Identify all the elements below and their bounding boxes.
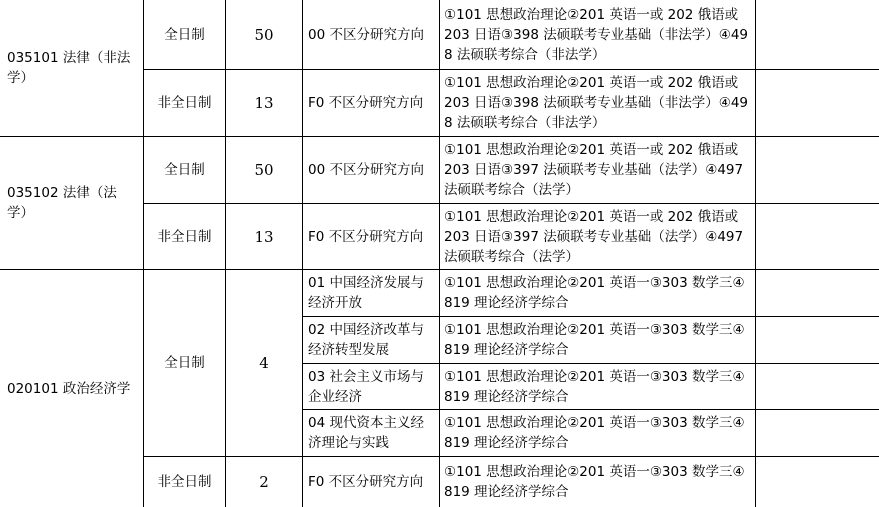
exam-subjects: ①101 思想政治理论②201 英语一③303 数学三④819 理论经济学综合	[444, 415, 745, 451]
study-mode: 非全日制	[157, 228, 212, 245]
exam-subjects: ①101 思想政治理论②201 英语一或 202 俄语或 203 日语③398 法硕联考专业基础（非法学）④498 法硕联考综合（非法学）	[444, 75, 749, 131]
research-direction: F0 不区分研究方向	[308, 228, 424, 245]
subjects-cell	[440, 204, 756, 270]
research-direction: 00 不区分研究方向	[308, 26, 424, 43]
quota: 4	[259, 354, 269, 372]
exam-subjects: ①101 思想政治理论②201 英语一或 202 俄语或 203 日语③397 法硕联考专业基础（法学）④497 法硕联考综合（法学）	[444, 142, 744, 198]
study-mode-cell	[144, 70, 226, 137]
exam-subjects: ①101 思想政治理论②201 英语一③303 数学三④819 理论经济学综合	[444, 464, 745, 500]
exam-subjects: ①101 思想政治理论②201 英语一③303 数学三④819 理论经济学综合	[444, 275, 745, 311]
subjects-cell	[440, 457, 756, 507]
exam-subjects: ①101 思想政治理论②201 英语一③303 数学三④819 理论经济学综合	[444, 368, 745, 405]
research-direction: 03 社会主义市场与企业经济	[308, 368, 424, 405]
major-cell	[0, 0, 144, 137]
quota: 13	[254, 94, 274, 112]
notes-cell	[756, 364, 879, 410]
subjects-cell	[440, 0, 756, 70]
study-mode: 全日制	[164, 26, 205, 43]
quota-cell	[226, 0, 303, 70]
quota: 13	[254, 227, 274, 246]
exam-subjects: ①101 思想政治理论②201 英语一或 202 俄语或 203 日语③397 法硕联考专业基础（法学）④497 法硕联考综合（法学）	[444, 208, 744, 265]
study-mode-cell	[144, 457, 226, 507]
study-mode: 全日制	[164, 355, 205, 371]
quota-cell	[226, 270, 303, 457]
subjects-cell	[440, 270, 756, 317]
subjects-cell	[440, 410, 756, 457]
major-name: 035101 法律（非法学）	[7, 50, 131, 86]
notes-cell	[756, 0, 879, 70]
subjects-cell	[440, 317, 756, 364]
major-name: 035102 法律（法学）	[7, 185, 117, 221]
research-direction: 01 中国经济发展与经济开放	[308, 275, 424, 311]
major-cell	[0, 137, 144, 270]
exam-subjects: ①101 思想政治理论②201 英语一③303 数学三④819 理论经济学综合	[444, 322, 745, 358]
notes-cell	[756, 410, 879, 457]
notes-cell	[756, 457, 879, 507]
subjects-cell	[440, 70, 756, 137]
direction-cell	[303, 137, 440, 204]
quota: 50	[254, 161, 274, 179]
study-mode-cell	[144, 204, 226, 270]
quota-cell	[226, 457, 303, 507]
direction-cell	[303, 270, 440, 317]
notes-cell	[756, 137, 879, 204]
study-mode-cell	[144, 270, 226, 457]
direction-cell	[303, 457, 440, 507]
direction-cell	[303, 70, 440, 137]
direction-cell	[303, 410, 440, 457]
research-direction: 00 不区分研究方向	[308, 162, 424, 178]
quota-cell	[226, 204, 303, 270]
study-mode: 非全日制	[157, 95, 212, 111]
research-direction: F0 不区分研究方向	[308, 95, 424, 111]
research-direction: 04 现代资本主义经济理论与实践	[308, 415, 424, 451]
quota-cell	[226, 70, 303, 137]
notes-cell	[756, 204, 879, 270]
research-direction: F0 不区分研究方向	[308, 474, 424, 490]
study-mode-cell	[144, 0, 226, 70]
direction-cell	[303, 364, 440, 410]
study-mode: 全日制	[164, 162, 205, 178]
direction-cell	[303, 317, 440, 364]
exam-subjects: ①101 思想政治理论②201 英语一或 202 俄语或 203 日语③398 法硕联考专业基础（非法学）④498 法硕联考综合（非法学）	[444, 6, 749, 63]
subjects-cell	[440, 137, 756, 204]
quota-cell	[226, 137, 303, 204]
direction-cell	[303, 204, 440, 270]
major-cell	[0, 270, 144, 507]
notes-cell	[756, 270, 879, 317]
subjects-cell	[440, 364, 756, 410]
quota: 2	[259, 473, 269, 491]
direction-cell	[303, 0, 440, 70]
quota: 50	[254, 25, 274, 44]
major-name: 020101 政治经济学	[7, 380, 131, 397]
research-direction: 02 中国经济改革与经济转型发展	[308, 322, 424, 358]
notes-cell	[756, 70, 879, 137]
study-mode: 非全日制	[157, 474, 212, 490]
notes-cell	[756, 317, 879, 364]
study-mode-cell	[144, 137, 226, 204]
